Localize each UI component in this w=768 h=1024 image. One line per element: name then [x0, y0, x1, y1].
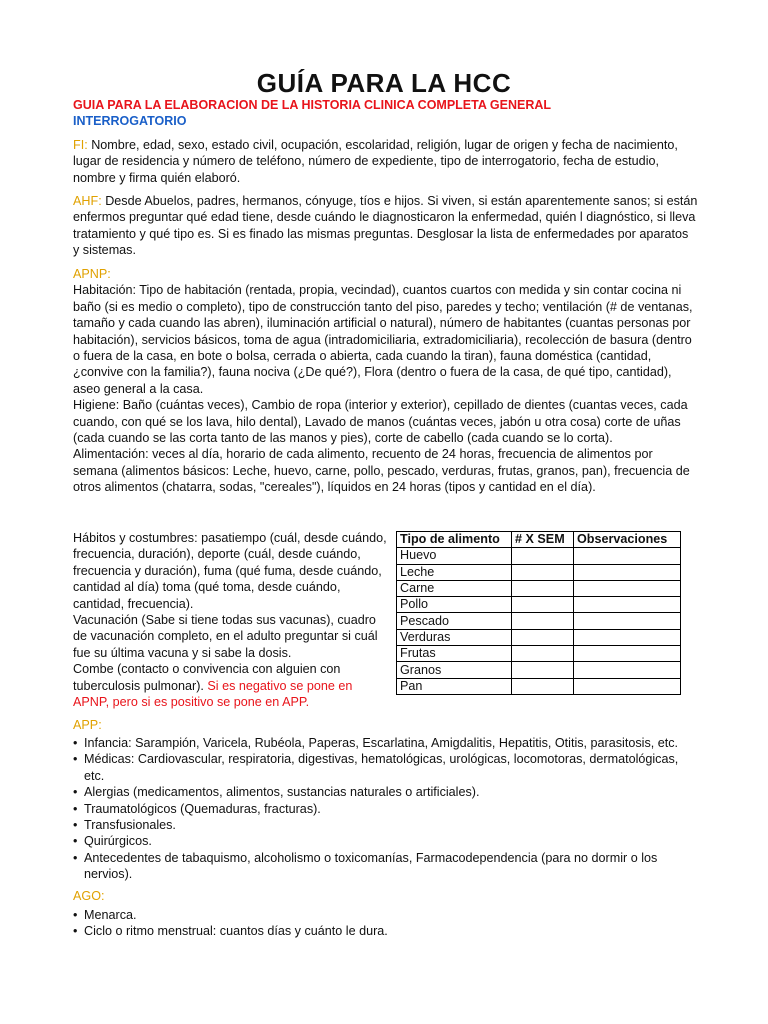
document-subtitle: GUIA PARA LA ELABORACION DE LA HISTORIA CLINICA COMPLETA GENERAL: [73, 98, 552, 112]
apnp-section: [73, 266, 698, 496]
section-heading-interrogatorio: INTERROGATORIO: [73, 114, 187, 128]
frequency-cell: [512, 548, 574, 564]
table-header-row: [397, 532, 681, 548]
ago-list: [73, 907, 701, 940]
table-row: [397, 580, 681, 596]
frequency-cell: [512, 613, 574, 629]
table-row: [397, 646, 681, 662]
fi-label: FI:: [73, 138, 88, 152]
observations-cell: [574, 597, 681, 613]
combe-paragraph: [73, 661, 391, 710]
frequency-cell: [512, 629, 574, 645]
list-item: • Infancia: Sarampión, Varicela, Rubéola, Paperas, Escarlatina, Amigdalitis, Hepatitis, Otitis, parasitosis, etc.: [73, 735, 701, 751]
food-name-cell: Leche: [397, 564, 512, 580]
observations-cell: [574, 548, 681, 564]
list-item: • Ciclo o ritmo menstrual: cuantos días y cuánto le dura.: [73, 923, 701, 939]
table-row: [397, 613, 681, 629]
food-frequency-table: [396, 531, 681, 695]
page-title: GUÍA PARA LA HCC: [256, 68, 512, 98]
food-name-cell: Pan: [397, 678, 512, 694]
table-row: [397, 629, 681, 645]
list-item: • Médicas: Cardiovascular, respiratoria, digestivas, hematológicas, urológicas, locomotoras, dermatológicas, etc.: [73, 751, 701, 784]
habitos-text: Hábitos y costumbres: pasatiempo (cuál, desde cuándo, frecuencia, duración), deporte (cuál, desde cuándo, frecuencia y duración), fuma (qué fuma, desde cuándo, cantidad al día) toma (qué toma, desde cuándo, cantidad, frecuencia).: [73, 531, 387, 611]
frequency-cell: [512, 580, 574, 596]
ahf-paragraph: [73, 193, 698, 259]
table-row: [397, 564, 681, 580]
food-name-cell: Granos: [397, 662, 512, 678]
observations-cell: [574, 613, 681, 629]
food-name-cell: Pollo: [397, 597, 512, 613]
app-label: APP:: [73, 718, 102, 732]
alimentacion-text: Alimentación: veces al día, horario de cada alimento, recuento de 24 horas, frecuencia de alimentos por semana (alimentos básicos: Leche, huevo, carne, pollo, pescado, verduras, frutas, granos, pan), frecuencia de otros alimentos (chatarra, sodas, "cereales"), líquidos en 24 horas (tipos y cantidad en el día).: [73, 447, 690, 495]
observations-cell: [574, 662, 681, 678]
frequency-cell: [512, 678, 574, 694]
table-row: [397, 678, 681, 694]
header-tipo-alimento: Tipo de alimento: [397, 532, 512, 548]
habitacion-text: Habitación: Tipo de habitación (rentada, propia, vecindad), cuantos cuartos con medida y sin contar cocina ni baño (si es medio o completo), tipo de construcción tanto del piso, paredes y techo; ventilación (# de ventanas, tamaño y cada cuando las abren), iluminación artificial o natural), número de habitantes (cuantas personas por habitación), servicios básicos, toma de agua (intradomiciliaria, extradomiciliaria), recolección de basura (dentro o fuera de la casa, en bote o bolsa, cerrada o abierta, cada cuando la tiran), fauna doméstica (cantidad, ¿convive con la familia?), fauna nociva (¿De qué?), Flora (dentro o fuera de la casa, de qué tipo, cantidad), aseo general a la casa.: [73, 283, 693, 396]
list-item: • Quirúrgicos.: [73, 833, 701, 849]
apnp-label: APNP:: [73, 267, 111, 281]
ahf-label: AHF:: [73, 194, 102, 208]
list-item: • Transfusionales.: [73, 817, 701, 833]
observations-cell: [574, 629, 681, 645]
food-name-cell: Huevo: [397, 548, 512, 564]
frequency-cell: [512, 564, 574, 580]
ago-label: AGO:: [73, 889, 105, 903]
list-item: • Alergias (medicamentos, alimentos, sustancias naturales o artificiales).: [73, 784, 701, 800]
higiene-text: Higiene: Baño (cuántas veces), Cambio de ropa (interior y exterior), cepillado de dientes (cuantas veces, cada cuando, con qué se los lava, hilo dental), Lavado de manos (cuántas veces, jabón u otra cosa) corte de uñas (cada cuando se las corta tanto de las manos y pies), corte de cabello (cada cuando se lo corta).: [73, 398, 688, 446]
table-row: [397, 597, 681, 613]
app-list: [73, 735, 701, 883]
list-item: • Antecedentes de tabaquismo, alcoholismo o toxicomanías, Farmacodependencia (para no dormir o los nervios).: [73, 850, 701, 883]
fi-paragraph: [73, 137, 698, 186]
vacunacion-text: Vacunación (Sabe si tiene todas sus vacunas), cuadro de vacunación completo, en el adulto preguntar si cuál fue su última vacuna y si sabe la dosis.: [73, 613, 378, 660]
list-item: • Menarca.: [73, 907, 701, 923]
food-name-cell: Carne: [397, 580, 512, 596]
food-name-cell: Frutas: [397, 646, 512, 662]
combe-note: Si es negativo se pone en APNP, pero si es positivo se pone en APP.: [73, 678, 353, 710]
table-row: [397, 662, 681, 678]
table-row: [397, 548, 681, 564]
observations-cell: [574, 678, 681, 694]
frequency-cell: [512, 646, 574, 662]
observations-cell: [574, 580, 681, 596]
food-name-cell: Verduras: [397, 629, 512, 645]
observations-cell: [574, 646, 681, 662]
fi-text: Nombre, edad, sexo, estado civil, ocupación, escolaridad, religión, lugar de origen y fecha de nacimiento, lugar de residencia y número de teléfono, número de expediente, tipo de interrogatorio, fecha de estudio, nombre y firma quién elaboró.: [73, 138, 678, 185]
header-x-sem: # X SEM: [512, 532, 574, 548]
header-observaciones: Observaciones: [574, 532, 681, 548]
list-item: • Traumatológicos (Quemaduras, fracturas).: [73, 801, 701, 817]
ahf-text: Desde Abuelos, padres, hermanos, cónyuge, tíos e hijos. Si viven, si están aparentemente sanos; si están enfermos preguntar qué edad tiene, desde cuándo le diagnosticaron la enfermedad, quién l diagnóstico, si lleva tratamiento y qué tipo es. Si es finado las mismas preguntas. Desglosar la lista de enfermedades por aparatos y sistemas.: [73, 194, 698, 258]
combe-text: Combe (contacto o convivencia con alguien con tuberculosis pulmonar).: [73, 662, 341, 693]
observations-cell: [574, 564, 681, 580]
food-name-cell: Pescado: [397, 613, 512, 629]
frequency-cell: [512, 662, 574, 678]
frequency-cell: [512, 597, 574, 613]
apnp-left-column: [73, 530, 391, 710]
